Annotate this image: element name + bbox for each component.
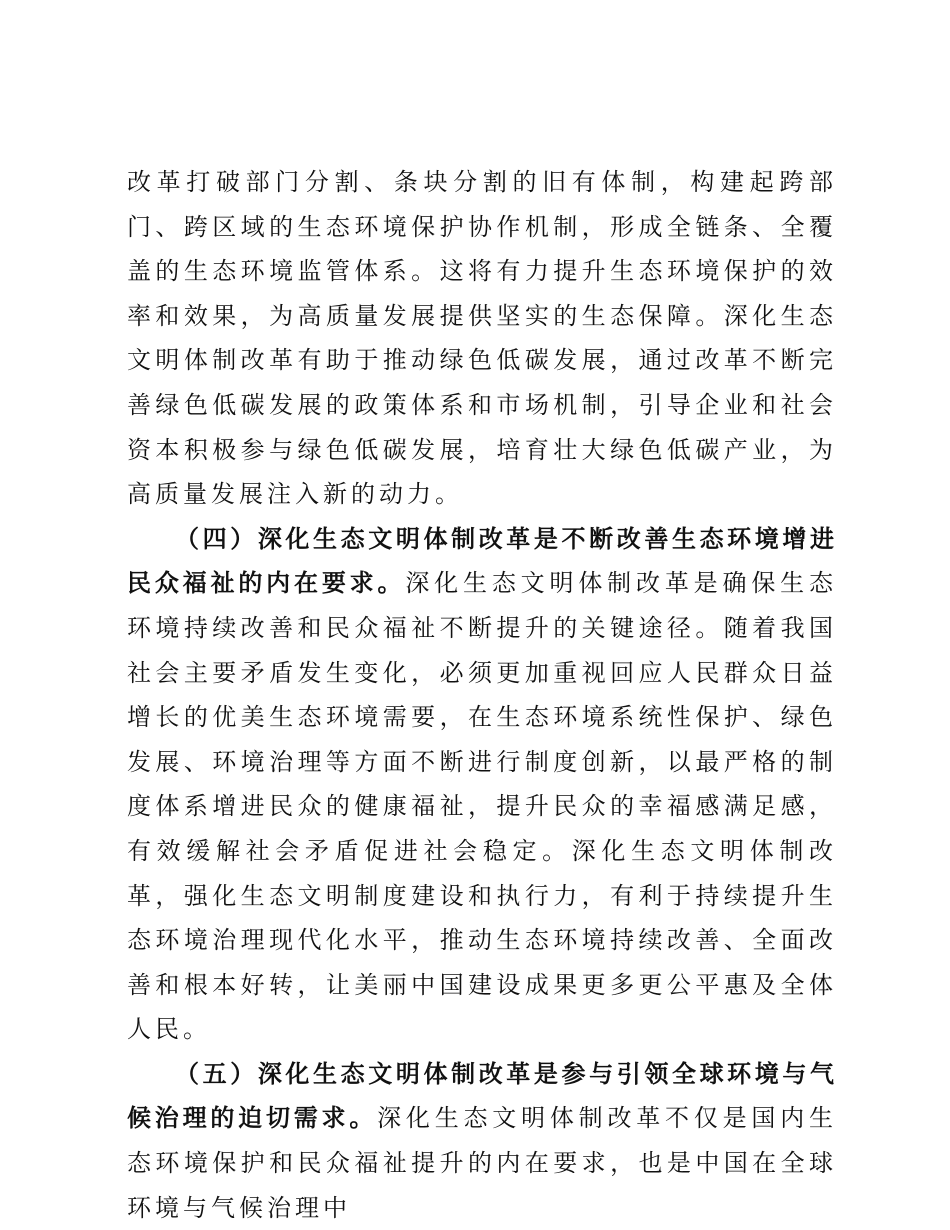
paragraph-text: 深化生态文明体制改革是确保生态环境持续改善和民众福祉不断提升的关键途径。随着我国社会主要矛盾发生变化，必须更加重视回应人民群众日益增长的优美生态环境需要，在生态环境系统性保护、绿色发展、环境治理等方面不断进行制度创新，以最严格的制度体系增进民众的健康福祉，提升民众的幸福感满足感，有效缓解社会矛盾促进社会稳定。深化生态文明体制改革，强化生态文明制度建设和执行力，有利于持续提升生态环境治理现代化水平，推动生态环境持续改善、全面改善和根本好转，让美丽中国建设成果更多更公平惠及全体人民。	[127, 569, 838, 1044]
paragraph-section-5	[127, 1052, 837, 1230]
paragraph-section-4	[127, 517, 837, 1052]
paragraph-text: 深化生态文明体制改革不仅是国内生态环境保护和民众福祉提升的内在要求，也是中国在全球环境与气候治理中	[127, 1104, 837, 1222]
paragraph-continuation	[127, 160, 837, 517]
document-body	[127, 160, 837, 1230]
section-heading-4: （四）深化生态文明体制改革是不断改善生态环境增进民众福祉的内在要求。	[127, 524, 837, 598]
section-heading-5: （五）深化生态文明体制改革是参与引领全球环境与气候治理的迫切需求。	[127, 1059, 837, 1133]
paragraph-text: 改革打破部门分割、条块分割的旧有体制，构建起跨部门、跨区域的生态环境保护协作机制，形成全链条、全覆盖的生态环境监管体系。这将有力提升生态环境保护的效率和效果，为高质量发展提供坚实的生态保障。深化生态文明体制改革有助于推动绿色低碳发展，通过改革不断完善绿色低碳发展的政策体系和市场机制，引导企业和社会资本积极参与绿色低碳发展，培育壮大绿色低碳产业，为高质量发展注入新的动力。	[127, 168, 837, 509]
